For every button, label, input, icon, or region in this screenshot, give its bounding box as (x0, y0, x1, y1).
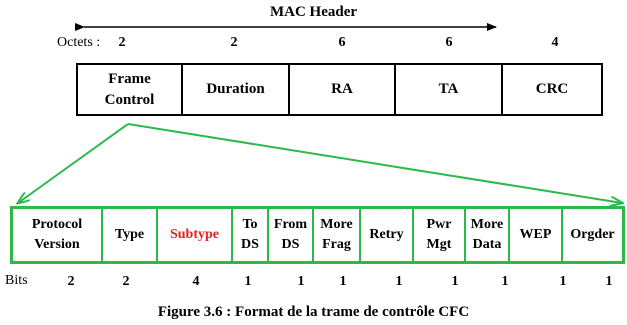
fc-field-wep: WEP (510, 209, 563, 261)
fc-field-protocol-version: Protocol Version (13, 209, 103, 261)
octet-count: 2 (230, 35, 238, 50)
octet-count: 6 (338, 35, 346, 50)
octet-count: 2 (118, 35, 126, 50)
mac-field-ta: TA (396, 65, 503, 114)
fc-field-type: Type (103, 209, 158, 261)
figure-caption: Figure 3.6 : Format de la trame de contrôle CFC (157, 304, 470, 320)
bit-count: 1 (244, 274, 252, 289)
frame-control-fields (10, 206, 625, 264)
mac-field-crc: CRC (535, 81, 569, 98)
octet-count: 4 (551, 35, 559, 50)
bit-count: 1 (559, 274, 567, 289)
expand-arrow-right (128, 124, 622, 203)
mac-field-ra: RA (290, 65, 396, 114)
bits-label: Bits (5, 273, 28, 288)
fc-field-to-ds: To DS (233, 209, 269, 261)
fc-field-more-data: More Data (466, 209, 510, 261)
bit-count: 2 (122, 274, 130, 289)
bit-count: 1 (451, 274, 459, 289)
fc-field-subtype: Subtype (158, 209, 233, 261)
octet-count: 6 (445, 35, 453, 50)
mac-header-fields (76, 63, 603, 116)
bit-count: 1 (395, 274, 403, 289)
octets-label: Octets : (57, 35, 101, 50)
expand-arrow-left (18, 124, 128, 203)
bit-count: 1 (501, 274, 509, 289)
bit-count: 2 (67, 274, 75, 289)
fc-field-retry: Retry (361, 209, 414, 261)
mac-header-title: MAC Header (269, 4, 358, 20)
fc-field-order: Orgder (570, 227, 615, 243)
bit-count: 1 (339, 274, 347, 289)
fc-field-pwr-mgt: Pwr Mgt (414, 209, 466, 261)
mac-field-frame-control: Frame Control (78, 65, 183, 114)
mac-field-duration: Duration (183, 65, 290, 114)
bit-count: 1 (605, 274, 613, 289)
fc-field-from-ds: From DS (269, 209, 314, 261)
fc-field-more-frag: More Frag (314, 209, 361, 261)
bit-count: 1 (297, 274, 305, 289)
bit-count: 4 (192, 274, 200, 289)
